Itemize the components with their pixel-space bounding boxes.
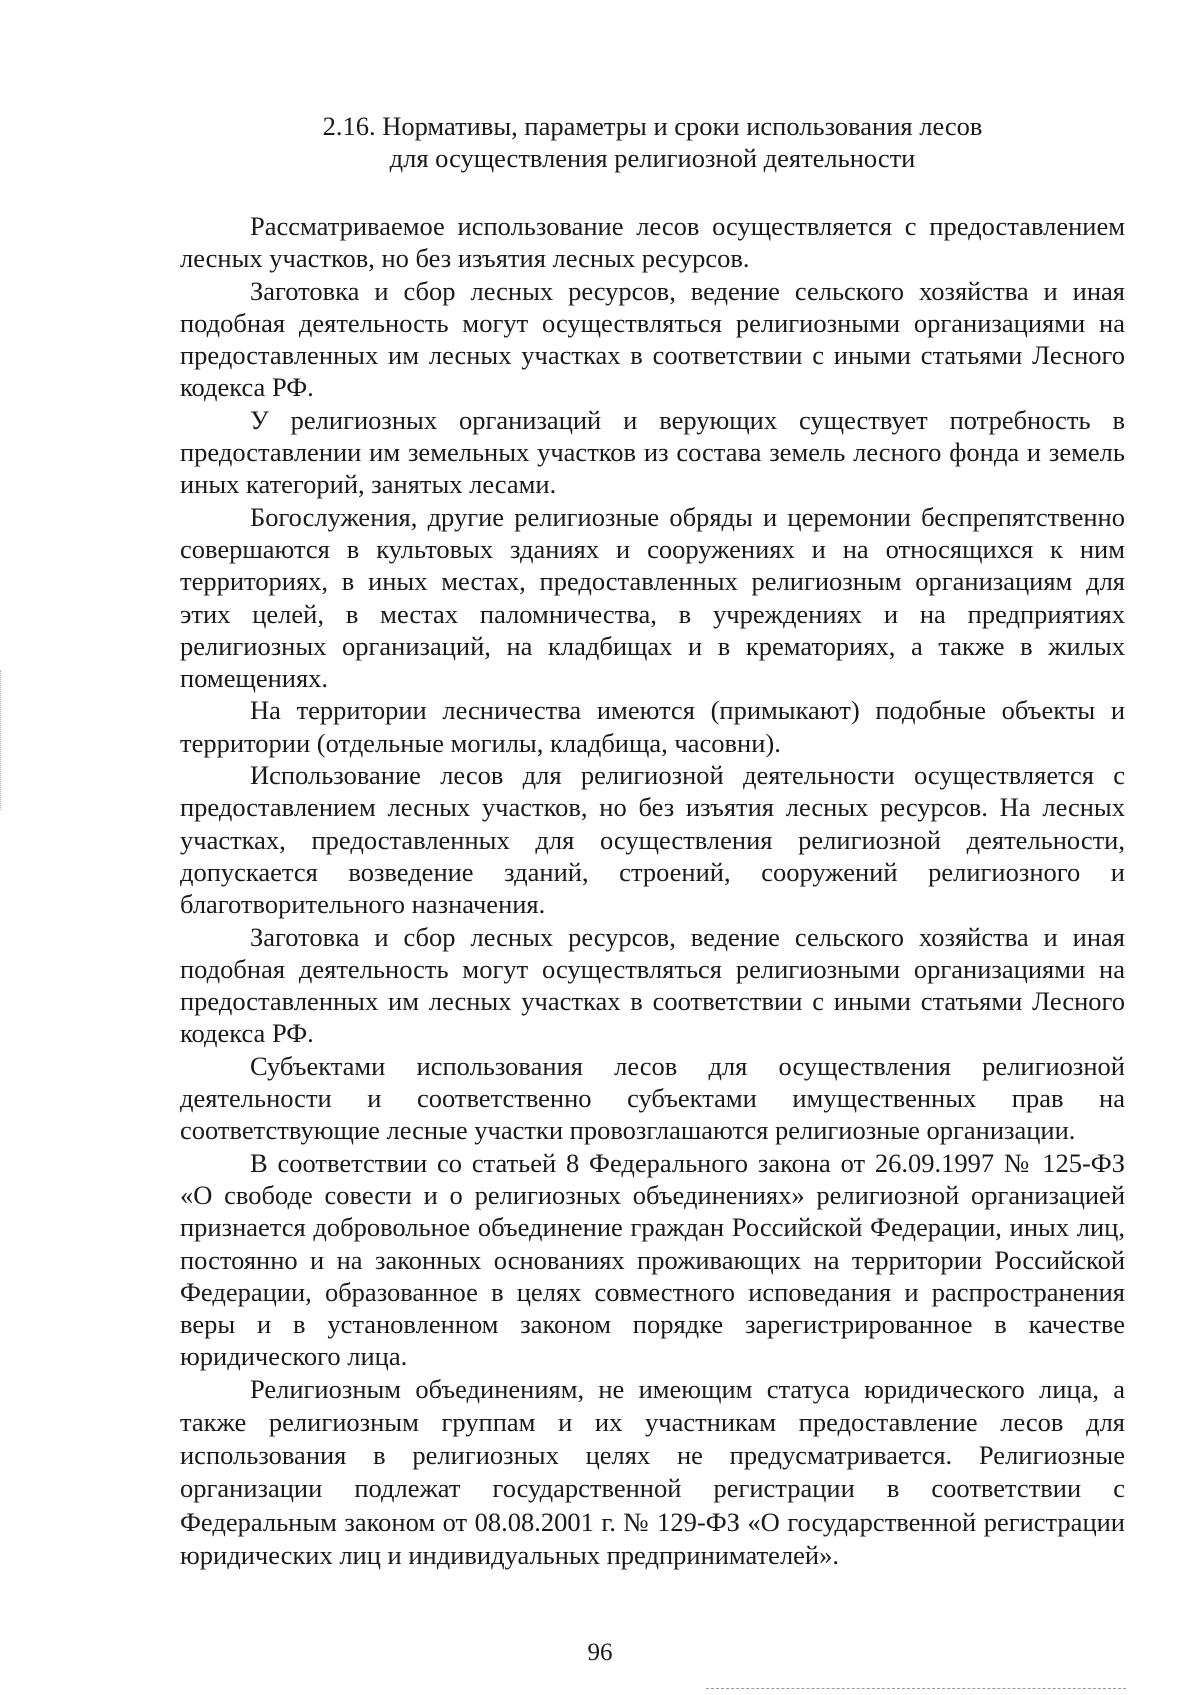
section-title-line-2: для осуществления религиозной деятельности <box>389 143 916 173</box>
paragraph: Рассматриваемое использование лесов осуществляется с предоставлением лесных участков, но без изъятия лесных ресурсов. <box>180 211 1125 274</box>
paragraph: Заготовка и сбор лесных ресурсов, ведение сельского хозяйства и иная подобная деятельность могут осуществляться религиозными организациями на предоставленных им лесных участках в соответствии с иными статьями Лесного кодекса РФ. <box>180 921 1125 1049</box>
page-number: 96 <box>587 1639 613 1666</box>
paragraph: Субъектами использования лесов для осуществления религиозной деятельности и соответственно субъектами имущественных прав на соответствующие лесные участки провозглашаются религиозные организации. <box>180 1050 1125 1146</box>
paragraph: В соответствии со статьей 8 Федерального закона от 26.09.1997 № 125-ФЗ «О свободе совести и о религиозных объединениях» религиозной организацией признается добровольное объединение граждан Российской Федерации, иных лиц, постоянно и на законных основаниях проживающих на территории Российской Федерации, образованное в целях совместного исповедания и распространения веры и в установленном законом порядке зарегистрированное в качестве юридического лица. <box>180 1147 1125 1372</box>
paragraph: Религиозным объединениям, не имеющим статуса юридического лица, а также религиозным группам и их участникам предоставление лесов для использования в религиозных целях не предусматривается. Религиозные организации подлежат государственной регистрации в соответствии с Федеральным законом от 08.08.2001 г. № 129-ФЗ «О государственной регистрации юридических лиц и индивидуальных предпринимателей». <box>180 1373 1125 1570</box>
section-title <box>180 110 1125 174</box>
paragraph: На территории лесничества имеются (примыкают) подобные объекты и территории (отдельные могилы, кладбища, часовни). <box>180 695 1125 758</box>
section-title-line-1: 2.16. Нормативы, параметры и сроки использования лесов <box>322 111 983 141</box>
document-body <box>180 210 1125 1572</box>
paragraph: Богослужения, другие религиозные обряды и церемонии беспрепятственно совершаются в культовых зданиях и сооружениях и на относящихся к ним территориях, в иных местах, предоставленных религиозным организациям для этих целей, в местах паломничества, в учреждениях и на предприятиях религиозных организаций, на кладбищах и в крематориях, а также в жилых помещениях. <box>180 501 1125 694</box>
paragraph: Использование лесов для религиозной деятельности осуществляется с предоставлением лесных участков, но без изъятия лесных ресурсов. На лесных участках, предоставленных для осуществления религиозной деятельности, допускается возведение зданий, строений, сооружений религиозного и благотворительного назначения. <box>180 760 1125 920</box>
paragraph: У религиозных организаций и верующих существует потребность в предоставлении им земельных участков из состава земель лесного фонда и земель иных категорий, занятых лесами. <box>180 404 1125 500</box>
scan-bottom-rule <box>706 1688 1126 1689</box>
paragraph: Заготовка и сбор лесных ресурсов, ведение сельского хозяйства и иная подобная деятельность могут осуществляться религиозными организациями на предоставленных им лесных участках в соответствии с иными статьями Лесного кодекса РФ. <box>180 275 1125 403</box>
scan-edge-mark <box>0 670 4 810</box>
